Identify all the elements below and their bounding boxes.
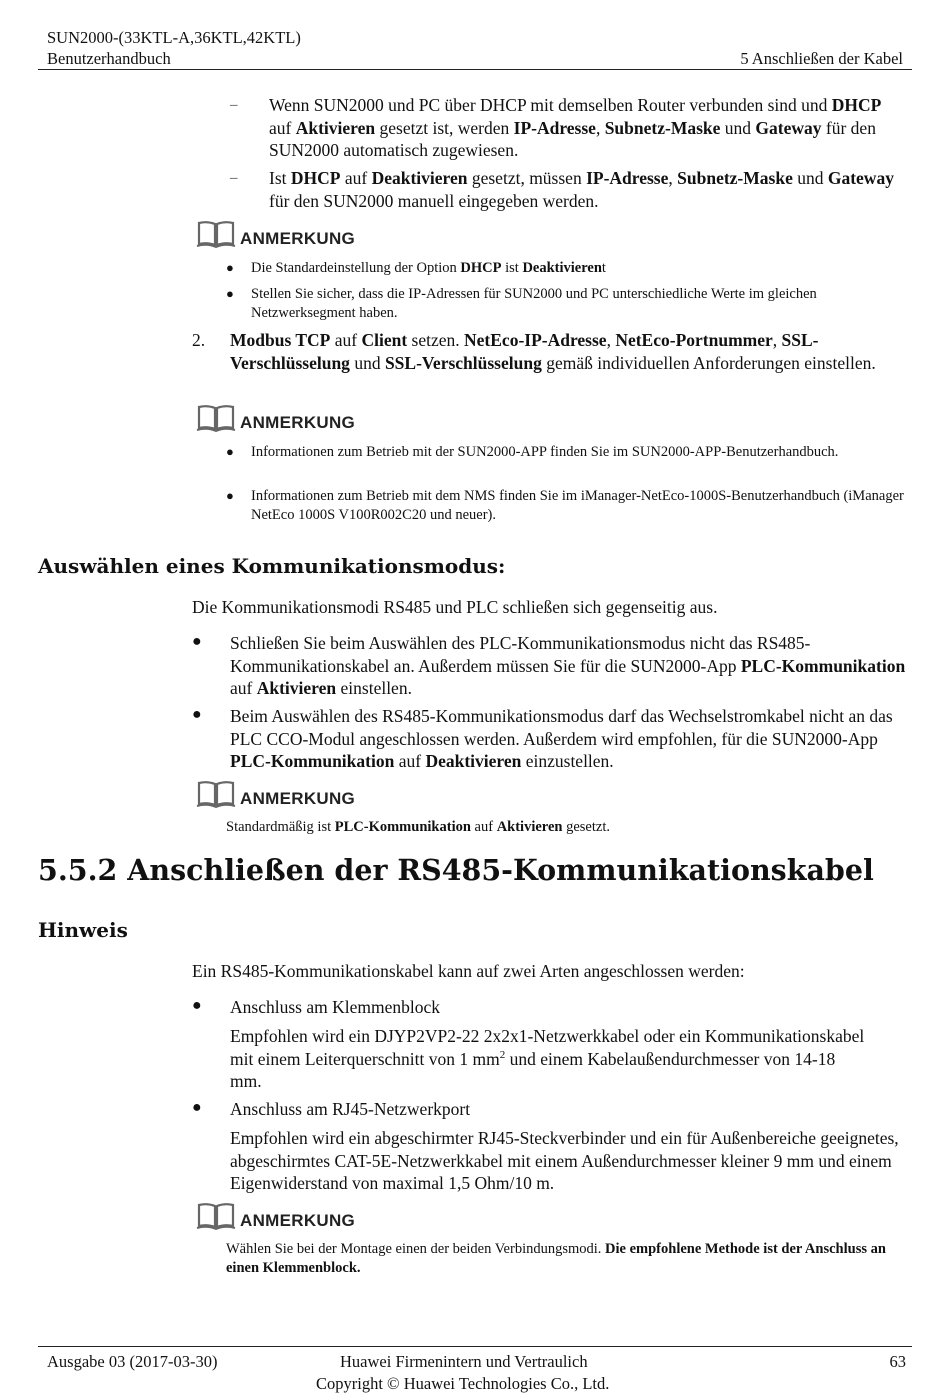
text-run: auf (470, 819, 497, 835)
text-run: und (720, 117, 756, 138)
bold-term: Aktivieren (496, 819, 563, 835)
bold-term: IP-Adresse (586, 168, 669, 188)
comm-item-1 (230, 632, 906, 700)
text-run: Ist (269, 168, 291, 188)
bullet-dot: ● (226, 444, 234, 459)
step2-text (230, 329, 906, 374)
dash-marker: – (230, 97, 238, 113)
text-run: gesetzt. (562, 819, 610, 835)
bullet-dot: ● (192, 706, 202, 723)
text-run: Beim Auswählen des RS485-Kommunikationsmodus darf das Wechselstromkabel nicht an das PLC CCO-Modul angeschlossen werden. Außerdem wird empfohlen, für die SUN2000-App (230, 706, 893, 749)
text-run: auf (340, 168, 372, 188)
text-run: ist (501, 260, 523, 276)
bullet-dot: ● (192, 997, 202, 1014)
header-chapter: 5 Anschließen der Kabel (740, 49, 903, 68)
text-run: und einem Kabelaußendurchmesser von 14-18 mm. (230, 1048, 836, 1091)
text-run: , (772, 330, 782, 350)
item2-body (230, 1127, 910, 1195)
text-run: Die Standardeinstellung der Option (251, 260, 461, 276)
header-doc-type: Benutzerhandbuch (47, 49, 171, 68)
bold-term: Gateway (755, 117, 822, 138)
book-icon (196, 1202, 236, 1230)
item1-body (230, 1025, 870, 1093)
text-run: gesetzt ist, werden (375, 117, 514, 138)
item1-title: Anschluss am Klemmenblock (230, 997, 440, 1017)
comm-intro: Die Kommunikationsmodi RS485 und PLC schließen sich gegenseitig aus. (192, 597, 718, 617)
note-label: ANMERKUNG (240, 229, 356, 248)
bullet-dot: ● (192, 1099, 202, 1116)
text-run: gemäß individuellen Anforderungen einstellen. (541, 352, 876, 373)
book-icon (196, 404, 236, 432)
book-icon (196, 780, 236, 808)
text-run: Wählen Sie bei der Montage einen der beiden Verbindungsmodi. (226, 1241, 606, 1257)
text-run: und (792, 168, 828, 188)
bold-term: Aktivieren (295, 117, 376, 138)
bold-term: DHCP (460, 260, 502, 276)
footer-rule (38, 1346, 912, 1347)
note-heading (196, 218, 355, 248)
bold-term: Deaktivieren (522, 260, 602, 276)
note-label: ANMERKUNG (240, 413, 356, 432)
footer-confidential: Huawei Firmenintern und Vertraulich (340, 1352, 588, 1371)
bold-term: Client (361, 330, 408, 350)
dhcp-item-1 (269, 94, 899, 162)
header-product: SUN2000-(33KTL-A,36KTL,42KTL) (47, 28, 301, 47)
text-run: Empfohlen wird ein abgeschirmter RJ45-Steckverbinder und ein für Außenbereiche geeignetes, abgeschirmtes CAT-5E-Netzwerkkabel mit einem Außendurchmesser kleiner 9 mm und einem Eigenwiderstand von maximal 1,5 Ohm/10 m. (230, 1128, 899, 1193)
text-run: Empfohlen wird ein DJYP2VP2-22 2x2x1-Netzwerkkabel oder ein Kommunikationskabel mit einem Leiterquerschnitt von 1 mm (230, 1026, 865, 1069)
footer-copyright: Copyright © Huawei Technologies Co., Ltd. (316, 1374, 610, 1393)
text-run: auf (230, 678, 257, 698)
note-heading (196, 778, 355, 808)
text-run: auf (269, 117, 296, 138)
bold-term: Deaktivieren (425, 751, 522, 771)
text-run: Stellen Sie sicher, dass die IP-Adressen für SUN2000 und PC unterschiedliche Werte im gleichen Netzwerksegment haben. (251, 286, 817, 321)
note2-item-2 (251, 487, 911, 525)
footer-edition: Ausgabe 03 (2017-03-30) (47, 1352, 218, 1371)
item2-title: Anschluss am RJ45-Netzwerkport (230, 1099, 471, 1119)
bold-term: Die empfohlene Methode ist der Anschluss an einen Klemmenblock. (226, 1241, 886, 1276)
text-run: einzustellen. (521, 751, 614, 771)
bold-term: PLC-Kommunikation (230, 751, 395, 771)
text-run: Wenn SUN2000 und PC über DHCP mit demselben Router verbunden sind und (269, 95, 832, 115)
note1-item-1 (251, 259, 901, 278)
text-run: auf (394, 751, 426, 771)
bold-term: NetEco-IP-Adresse (464, 330, 607, 350)
text-run: t (601, 260, 606, 276)
dash-marker: – (230, 170, 238, 186)
bold-term: Aktivieren (256, 678, 337, 698)
text-run: 2 (499, 1048, 506, 1061)
text-run: und (349, 352, 385, 373)
comm-item-2 (230, 705, 906, 773)
bullet-dot: ● (192, 633, 202, 650)
note-heading (196, 402, 355, 432)
text-run: für den SUN2000 manuell eingegeben werden. (269, 190, 599, 211)
rs485-note (226, 1240, 896, 1278)
text-run: , (668, 168, 678, 188)
subheading-hinweis: Hinweis (38, 918, 128, 942)
bold-term: Gateway (827, 168, 894, 188)
header-rule (38, 69, 912, 70)
bold-term: DHCP (831, 95, 882, 115)
dhcp-item-2 (269, 167, 899, 212)
note-label: ANMERKUNG (240, 1211, 356, 1230)
text-run: Informationen zum Betrieb mit dem NMS finden Sie im iManager-NetEco-1000S-Benutzerhandbuch (iManager NetEco 1000S V100R002C20 und neuer). (251, 488, 904, 523)
bold-term: Modbus TCP (230, 330, 331, 350)
text-run: gesetzt, müssen (467, 168, 587, 188)
page-number: 63 (889, 1352, 906, 1371)
text-run: einstellen. (336, 678, 412, 698)
section-heading: Auswählen eines Kommunikationsmodus: (38, 554, 506, 578)
note-heading (196, 1200, 355, 1230)
step-number: 2. (192, 330, 206, 350)
section-title: 5.5.2 Anschließen der RS485-Kommunikationskabel (38, 853, 874, 887)
bold-term: Subnetz-Maske (604, 117, 721, 138)
rs485-intro: Ein RS485-Kommunikationskabel kann auf zwei Arten angeschlossen werden: (192, 961, 745, 981)
text-run: setzen. (407, 330, 465, 350)
bold-term: PLC-Kommunikation (334, 819, 471, 835)
bullet-dot: ● (226, 260, 234, 275)
text-run: Standardmäßig ist (226, 819, 335, 835)
book-icon (196, 220, 236, 248)
text-run: Informationen zum Betrieb mit der SUN2000-APP finden Sie im SUN2000-APP-Benutzerhandbuch. (251, 444, 839, 460)
bullet-dot: ● (226, 286, 234, 301)
bold-term: Subnetz-Maske (677, 168, 793, 188)
bold-term: IP-Adresse (513, 117, 596, 138)
text-run: auf (330, 330, 362, 350)
bullet-dot: ● (226, 488, 234, 503)
text-run: für den SUN2000 automatisch zugewiesen. (269, 117, 876, 160)
bold-term: PLC-Kommunikation (740, 655, 906, 676)
text-run: , (595, 117, 605, 138)
bold-term: SSL-Verschlüsselung (230, 330, 819, 373)
bold-term: SSL-Verschlüsselung (384, 352, 542, 373)
note-label: ANMERKUNG (240, 789, 356, 808)
text-run: Schließen Sie beim Auswählen des PLC-Kommunikationsmodus nicht das RS485-Kommunikationskabel an. Außerdem müssen Sie für die SUN2000-App (230, 633, 811, 676)
bold-term: Deaktivieren (371, 168, 468, 188)
text-run: , (606, 330, 616, 350)
bold-term: NetEco-Portnummer (615, 330, 773, 350)
comm-note (226, 818, 896, 837)
bold-term: DHCP (290, 168, 341, 188)
note1-item-2 (251, 285, 901, 323)
note2-item-1 (251, 443, 901, 462)
